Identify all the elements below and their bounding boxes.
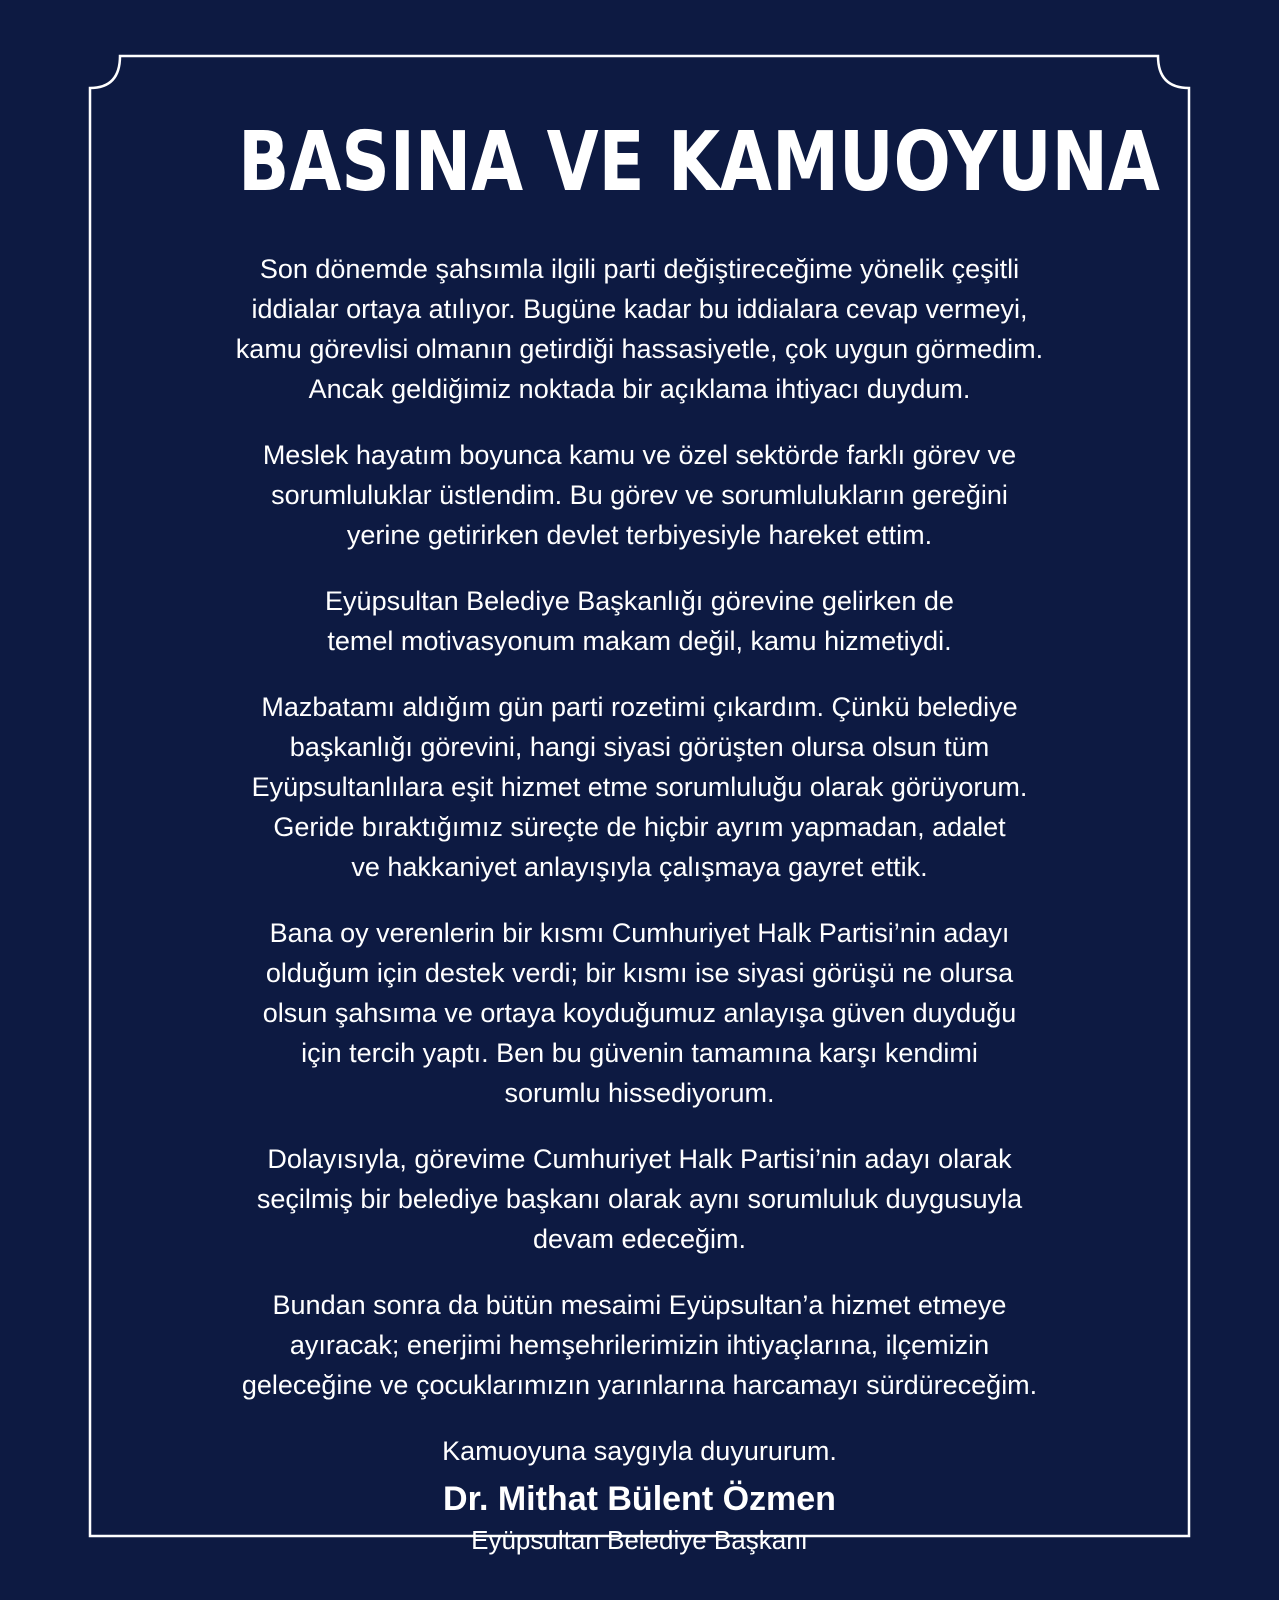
page-title: BASINA VE KAMUOYUNA <box>238 115 1160 210</box>
text-line: temel motivasyonum makam değil, kamu hizmetiydi. <box>327 626 952 656</box>
text-line: Son dönemde şahsımla ilgili parti değiştireceğime yönelik çeşitli <box>259 254 1020 284</box>
text-line: Eyüpsultanlılara eşit hizmet etme sorumluluğu olarak görüyorum. <box>251 772 1028 802</box>
text-line: seçilmiş bir belediye başkanı olarak aynı sorumluluk duygusuyla <box>256 1184 1023 1214</box>
text-line: olsun şahsıma ve ortaya koyduğumuz anlayışa güven duyduğu <box>262 998 1017 1028</box>
text-line: Ancak geldiğimiz noktada bir açıklama ihtiyacı duydum. <box>308 374 971 404</box>
paragraph-1 <box>150 249 1129 409</box>
paragraph-3 <box>150 581 1129 661</box>
paragraph-7 <box>150 1285 1129 1405</box>
text-line: kamu görevlisi olmanın getirdiği hassasiyetle, çok uygun görmedim. <box>235 334 1044 364</box>
signer-name: Dr. Mithat Bülent Özmen <box>443 1480 836 1518</box>
paragraph-2 <box>150 435 1129 555</box>
text-line: sorumluluklar üstlendim. Bu görev ve sorumlulukların gereğini <box>271 480 1008 510</box>
text-line: Eyüpsultan Belediye Başkanlığı görevine gelirken de <box>325 586 954 616</box>
statement-body <box>150 249 1129 1559</box>
text-line: ve hakkaniyet anlayışıyla çalışmaya gayret ettik. <box>351 852 928 882</box>
text-line: Dolayısıyla, görevime Cumhuriyet Halk Partisi’nin adayı olarak <box>267 1144 1012 1174</box>
paragraph-6 <box>150 1139 1129 1259</box>
signer-title: Eyüpsultan Belediye Başkanı <box>471 1525 808 1555</box>
text-line: geleceğine ve çocuklarımızın yarınlarına harcamayı sürdüreceğim. <box>241 1370 1038 1400</box>
text-line: için tercih yaptı. Ben bu güvenin tamamına karşı kendimi <box>301 1038 978 1068</box>
text-line: ayıracak; enerjimi hemşehrilerimizin ihtiyaçlarına, ilçemizin <box>289 1330 990 1360</box>
text-line: sorumlu hissediyorum. <box>504 1078 775 1108</box>
text-line: iddialar ortaya atılıyor. Bugüne kadar bu iddialara cevap vermeyi, <box>251 294 1028 324</box>
paragraph-4 <box>150 687 1129 887</box>
text-line: Geride bıraktığımız süreçte de hiçbir ayrım yapmadan, adalet <box>273 812 1006 842</box>
text-line: devam edeceğim. <box>532 1224 747 1254</box>
text-line: Meslek hayatım boyunca kamu ve özel sektörde farklı görev ve <box>262 440 1017 470</box>
statement-content <box>150 110 1160 1559</box>
text-line: Bundan sonra da bütün mesaimi Eyüpsultan’a hizmet etmeye <box>272 1290 1007 1320</box>
text-line: yerine getirirken devlet terbiyesiyle hareket ettim. <box>346 520 933 550</box>
text-line: başkanlığı görevini, hangi siyasi görüşten olursa olsun tüm <box>289 732 990 762</box>
text-line: olduğum için destek verdi; bir kısmı ise siyasi görüşü ne olursa <box>265 958 1014 988</box>
paragraph-5 <box>150 913 1129 1113</box>
text-line: Mazbatamı aldığım gün parti rozetimi çıkardım. Çünkü belediye <box>261 692 1018 722</box>
closing-line: Kamuoyuna saygıyla duyururum. <box>442 1436 837 1466</box>
text-line: Bana oy verenlerin bir kısmı Cumhuriyet Halk Partisi’nin adayı <box>269 918 1010 948</box>
